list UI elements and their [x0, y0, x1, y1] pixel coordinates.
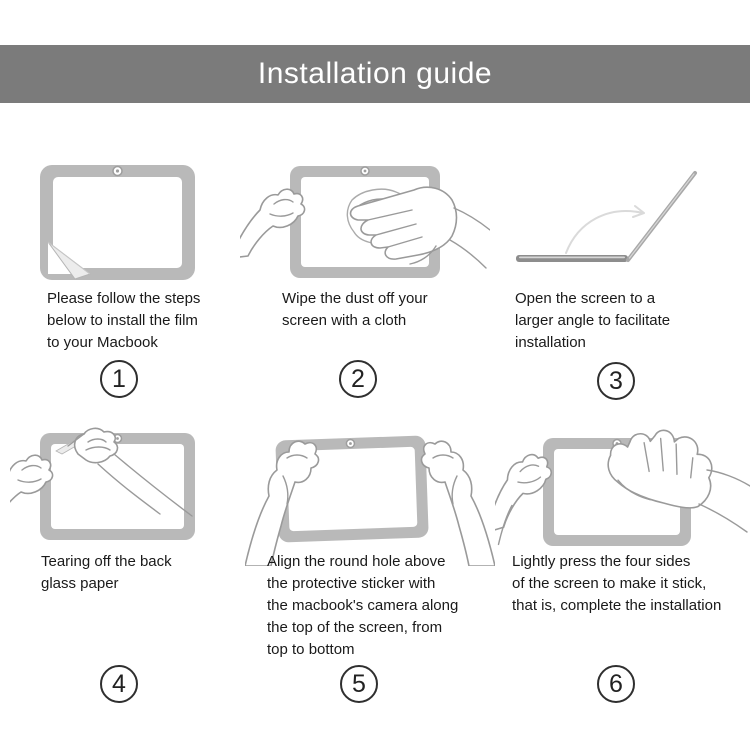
tear-backing-icon — [10, 418, 250, 560]
step4-illustration — [10, 418, 250, 560]
step3-illustration — [500, 160, 750, 290]
open-laptop-icon — [500, 160, 750, 290]
step3-caption: Open the screen to a larger angle to facilitate installation — [515, 290, 671, 351]
step4-caption: Tearing off the back glass paper — [41, 553, 172, 592]
step2-caption: Wipe the dust off your screen with a cloth — [282, 290, 428, 329]
align-film-icon — [245, 418, 495, 566]
step2-number-badge: 2 — [339, 360, 377, 398]
right-arm-line — [707, 470, 750, 486]
step3-number-badge: 3 — [597, 362, 635, 400]
step1-illustration — [20, 148, 240, 288]
macbook-screen-film-icon — [20, 148, 240, 288]
step5-illustration — [245, 418, 495, 566]
wipe-screen-icon — [240, 148, 490, 290]
step5-caption: Align the round hole above the protective sticker with the macbook's camera along the top of the screen, from top to bottom — [267, 553, 459, 658]
step1-number-badge: 1 — [100, 360, 138, 398]
laptop-base — [516, 255, 628, 262]
step6-illustration — [495, 418, 750, 566]
right-arm-line — [699, 504, 747, 532]
screen-area — [53, 177, 182, 268]
step4-number-badge: 4 — [100, 665, 138, 703]
step5-number-badge: 5 — [340, 665, 378, 703]
header-banner — [0, 45, 750, 103]
step2-illustration — [240, 148, 490, 290]
step6-caption: Lightly press the four sides of the screen to make it stick, that is, complete the installation — [512, 553, 722, 614]
page-title: Installation guide — [257, 57, 493, 90]
step6-number-badge: 6 — [597, 665, 635, 703]
open-angle-arrow-icon — [566, 206, 644, 253]
press-screen-icon — [495, 418, 750, 566]
right-hand-icon — [422, 441, 495, 566]
step1-caption: Please follow the steps below to install the film to your Macbook — [47, 290, 201, 351]
